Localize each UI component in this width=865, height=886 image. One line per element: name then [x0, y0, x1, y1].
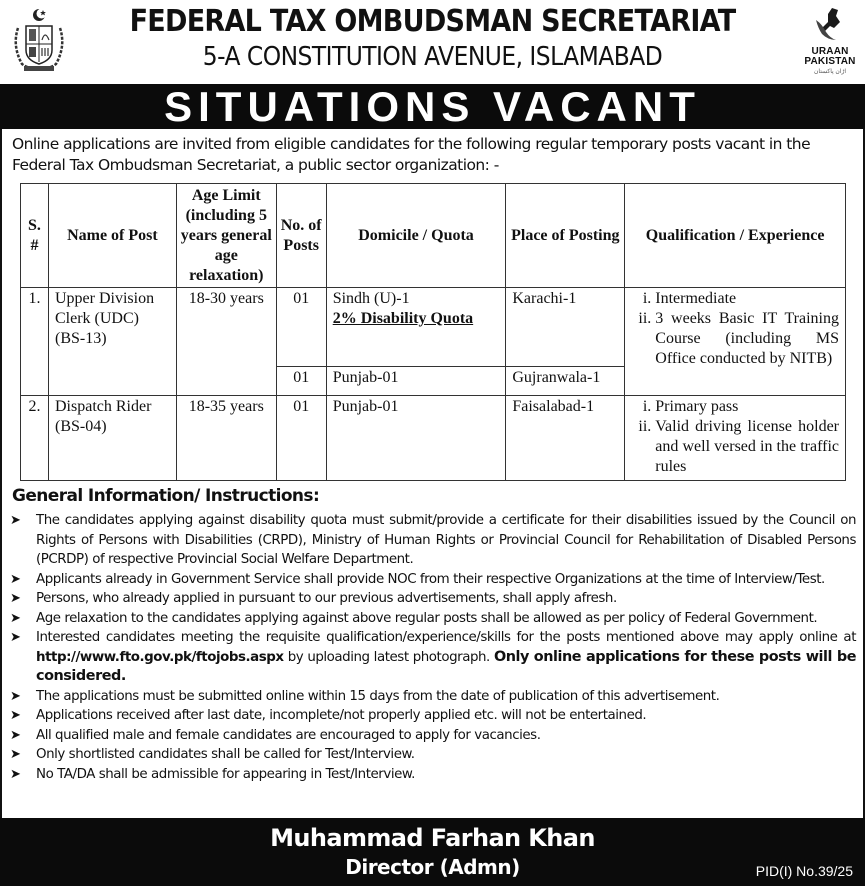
intro-paragraph: Online applications are invited from eligible candidates for the following regular temporary posts vacant in the Federal Tax Ombudsman Secretariat, a public sector organization: -: [12, 135, 811, 174]
row-serial: 1.: [21, 288, 49, 396]
age-limit: 18-35 years: [176, 396, 276, 481]
signatory-title: Director (Admn): [345, 855, 520, 879]
qualification-text: 3 weeks Basic IT Training Course (including MS Office conducted by NITB): [655, 310, 839, 367]
header-place-of-posting: Place of Posting: [506, 184, 625, 288]
table-row: [21, 288, 846, 367]
instruction-item: [8, 609, 856, 629]
arrowhead-bullet-icon: ➤: [10, 591, 21, 606]
instruction-text: Only shortlisted candidates shall be called for Test/Interview.: [36, 747, 415, 762]
online-only-notice: Only online applications for these posts will be considered.: [36, 648, 857, 684]
header-name-of-post: Name of Post: [48, 184, 176, 288]
ad-header: [0, 0, 865, 84]
qualification-number: i.: [642, 290, 652, 307]
organization-address: 5-A CONSTITUTION AVENUE, ISLAMABAD: [202, 42, 663, 72]
domicile-value: Punjab-01: [326, 367, 506, 396]
posts-count: 01: [276, 288, 326, 367]
header-domicile-quota: Domicile / Quota: [326, 184, 506, 288]
disability-quota-note: 2% Disability Quota: [332, 310, 474, 327]
age-limit: 18-30 years: [176, 288, 276, 396]
qualification-item: [631, 397, 839, 417]
pakistan-text: PAKISTAN: [804, 56, 856, 67]
arrowhead-bullet-icon: ➤: [10, 513, 21, 528]
table-row: [21, 396, 846, 481]
arrowhead-bullet-icon: ➤: [10, 708, 21, 723]
signature-footer: [0, 818, 865, 886]
instruction-text: All qualified male and female candidates are encouraged to apply for vacancies.: [36, 727, 541, 743]
instruction-text-part: Interested candidates meeting the requisite qualification/experience/skills for the posts mentioned above may apply online at: [36, 630, 856, 645]
arrowhead-bullet-icon: ➤: [10, 727, 21, 743]
pid-number: PID(I) No.39/25: [755, 863, 853, 879]
qualification-text: Valid driving license holder and well versed in the traffic rules: [655, 418, 839, 475]
instruction-item: [8, 706, 856, 726]
vacancies-table: [20, 183, 846, 481]
qualification-number: ii.: [638, 310, 652, 327]
arrowhead-bullet-icon: ➤: [10, 610, 21, 626]
instruction-item: [8, 511, 856, 570]
instruction-text: Applicants already in Government Service shall provide NOC from their respective Organizations at the time of Interview/Test.: [36, 571, 825, 587]
arrowhead-bullet-icon: ➤: [10, 571, 21, 587]
instruction-text: Persons, who already applied in pursuant to our previous advertisements, shall apply afresh.: [36, 591, 617, 606]
banner-title: SITUATIONS VACANT: [164, 83, 701, 130]
domicile-cell: [326, 288, 506, 367]
instruction-text: No TA/DA shall be admissible for appearing in Test/Interview.: [36, 766, 415, 782]
qualification-item: [631, 417, 839, 477]
instruction-item: [8, 745, 856, 765]
instruction-text: The candidates applying against disability quota must submit/provide a certificate for their disabilities issued by the Council on Rights of Persons with Disabilities (CRPD), Ministry of Human Rights or Provincial Council for Rehabilitation of Disabled Persons (PCRDP) of respective Provincial Social Welfare Department.: [36, 513, 856, 567]
place-of-posting: Faisalabad-1: [506, 396, 625, 481]
instruction-item: [8, 570, 856, 590]
general-info-title: General Information/ Instructions:: [12, 486, 320, 506]
organization-title: FEDERAL TAX OMBUDSMAN SECRETARIAT: [129, 4, 736, 39]
instruction-item: [8, 726, 856, 746]
header-serial: S. #: [21, 184, 49, 288]
uraan-tagline: اڑان پاکستان: [813, 69, 847, 75]
arrowhead-bullet-icon: ➤: [10, 747, 21, 762]
qualification-item: [631, 309, 839, 369]
qualification-number: i.: [642, 398, 652, 415]
instruction-item: [8, 589, 856, 609]
post-name: Upper Division Clerk (UDC) (BS-13): [48, 288, 176, 396]
instruction-text: [36, 628, 856, 687]
place-of-posting: Gujranwala-1: [506, 367, 625, 396]
application-portal-link[interactable]: http://www.fto.gov.pk/ftojobs.aspx: [36, 649, 284, 665]
row-serial: 2.: [21, 396, 49, 481]
instruction-item: [8, 765, 856, 785]
domicile-value: Sindh (U)-1: [332, 290, 410, 307]
uraan-text: URAAN: [811, 46, 849, 57]
header-qualification: Qualification / Experience: [625, 184, 846, 288]
instruction-item: [8, 687, 856, 707]
arrowhead-bullet-icon: ➤: [10, 630, 21, 645]
header-no-of-posts: No. of Posts: [276, 184, 326, 288]
instruction-item: [8, 628, 856, 687]
posts-count: 01: [276, 367, 326, 396]
arrowhead-bullet-icon: ➤: [10, 688, 21, 704]
qualification-list: [631, 289, 839, 369]
table-header-row: [21, 184, 846, 288]
qualification-number: ii.: [638, 418, 652, 435]
signatory-name: Muhammad Farhan Khan: [270, 824, 595, 852]
domicile-value: Punjab-01: [326, 396, 506, 481]
header-age-limit: Age Limit (including 5 years general age relaxation): [176, 184, 276, 288]
qualification-cell: [625, 288, 846, 396]
qualification-item: [631, 289, 839, 309]
uraan-pakistan-bird-icon: [810, 6, 850, 42]
posts-count: 01: [276, 396, 326, 481]
instruction-text: The applications must be submitted online within 15 days from the date of publication of this advertisement.: [36, 688, 720, 704]
qualification-text: Intermediate: [655, 290, 737, 307]
post-name: Dispatch Rider (BS-04): [48, 396, 176, 481]
qualification-text: Primary pass: [655, 398, 739, 415]
situations-vacant-banner: [0, 84, 865, 129]
uraan-pakistan-logo: [800, 6, 860, 76]
qualification-list: [631, 397, 839, 477]
instruction-text-part: by uploading latest photograph.: [283, 649, 494, 665]
arrowhead-bullet-icon: ➤: [10, 766, 21, 782]
general-info-list: [8, 511, 856, 784]
instruction-text: Age relaxation to the candidates applying against above regular posts shall be allowed as per policy of Federal Government.: [36, 610, 818, 626]
instruction-text: Applications received after last date, incomplete/not properly applied etc. will not be entertained.: [36, 708, 647, 723]
place-of-posting: Karachi-1: [506, 288, 625, 367]
qualification-cell: [625, 396, 846, 481]
